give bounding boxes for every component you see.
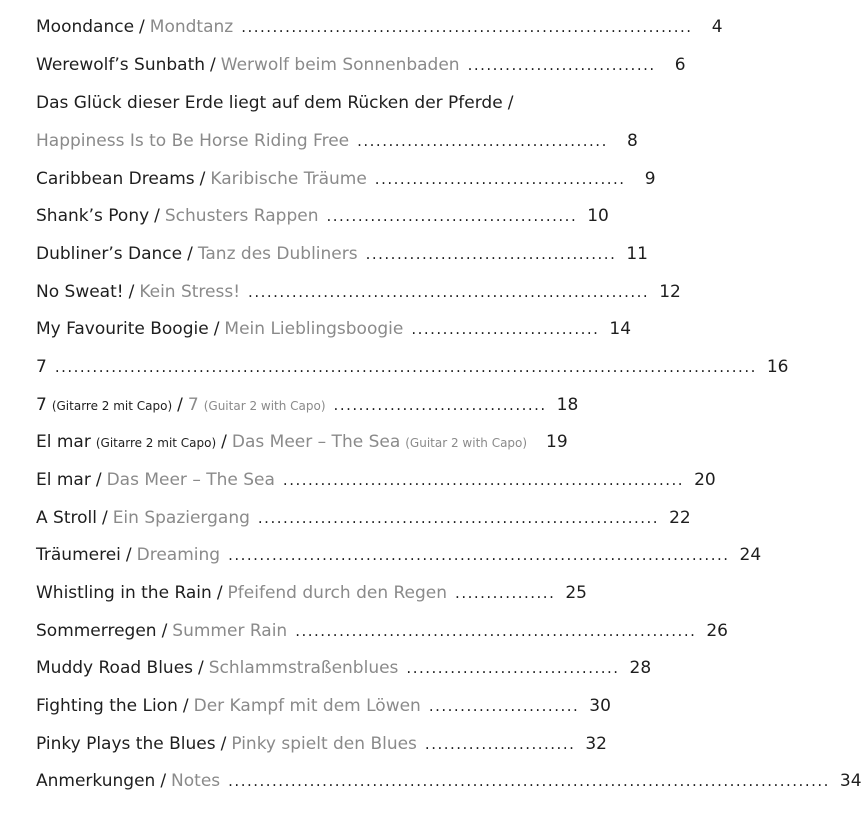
toc-page-number: 32 bbox=[585, 734, 607, 754]
toc-page-number: 9 bbox=[644, 169, 656, 189]
toc-title: Dubliner’s Dance bbox=[36, 244, 183, 264]
toc-entry-muddy-road-blues[interactable] bbox=[36, 658, 652, 688]
toc-page-number: 25 bbox=[565, 583, 587, 603]
toc-page-number: 34 bbox=[839, 771, 862, 791]
toc-title: Whistling in the Rain bbox=[36, 583, 212, 603]
toc-title-note: (Gitarre 2 mit Capo) bbox=[51, 399, 173, 413]
toc-entry-fighting-the-lion[interactable] bbox=[36, 696, 611, 726]
toc-title: A Stroll bbox=[36, 508, 97, 528]
toc-separator: / bbox=[128, 282, 135, 302]
toc-page-number: 18 bbox=[556, 395, 579, 415]
toc-page-number: 10 bbox=[587, 206, 609, 226]
toc-title-note: (Gitarre 2 mit Capo) bbox=[95, 436, 217, 450]
toc-title: El mar bbox=[36, 432, 91, 452]
dot-leader: ................................................................ bbox=[295, 622, 697, 640]
toc-translation: 7 bbox=[187, 395, 199, 415]
toc-page-number: 19 bbox=[546, 432, 568, 452]
dot-leader: ................................................................................ bbox=[228, 546, 730, 564]
toc-title: Caribbean Dreams bbox=[36, 169, 195, 189]
toc-separator: / bbox=[101, 508, 108, 528]
dot-leader: ........................................ bbox=[357, 132, 608, 150]
toc-separator: / bbox=[210, 55, 216, 75]
dot-leader: ........................................ bbox=[365, 245, 617, 263]
dot-leader: ........................................................................ bbox=[241, 18, 693, 36]
toc-title: Sommerregen bbox=[36, 621, 157, 641]
dot-leader: ........................ bbox=[428, 697, 580, 715]
toc-title: No Sweat! bbox=[36, 282, 124, 302]
dot-leader: ................................................................................................ bbox=[228, 772, 830, 790]
toc-title: Moondance bbox=[36, 17, 135, 37]
toc-title: Werewolf’s Sunbath bbox=[36, 55, 206, 75]
toc-page-number: 14 bbox=[609, 319, 632, 339]
toc-title: Fighting the Lion bbox=[36, 696, 178, 716]
toc-translation: Das Meer – The Sea bbox=[106, 470, 275, 490]
toc-title: 7 bbox=[36, 357, 47, 377]
toc-page-number: 16 bbox=[766, 357, 789, 377]
toc-title: Shank’s Pony bbox=[36, 206, 150, 226]
toc-separator: / bbox=[160, 771, 167, 791]
toc-separator: / bbox=[187, 244, 193, 264]
toc-title: My Favourite Boogie bbox=[36, 319, 209, 339]
dot-leader: ................................................................ bbox=[257, 509, 660, 527]
toc-entry-pinky-plays-the-blues[interactable] bbox=[36, 734, 607, 764]
dot-leader: .................................. bbox=[406, 659, 620, 677]
toc-separator: / bbox=[161, 621, 168, 641]
toc-entry-whistling-in-the-rain[interactable] bbox=[36, 583, 587, 613]
toc-translation: Werwolf beim Sonnenbaden bbox=[220, 55, 460, 75]
dot-leader: ................................................................ bbox=[282, 471, 685, 489]
toc-entry-dubliners-dance[interactable] bbox=[36, 244, 648, 274]
toc-title: 7 bbox=[36, 395, 47, 415]
toc-separator: / bbox=[95, 470, 102, 490]
toc-entry-7-capo[interactable] bbox=[36, 395, 579, 425]
toc-translation: Dreaming bbox=[136, 545, 221, 565]
dot-leader: .............................. bbox=[467, 56, 656, 74]
toc-separator: / bbox=[199, 169, 206, 189]
dot-leader: ................................................................................................................ bbox=[54, 358, 757, 376]
dot-leader: ........................ bbox=[424, 735, 576, 753]
toc-page-number: 6 bbox=[674, 55, 686, 75]
toc-entry-traeumerei[interactable] bbox=[36, 545, 762, 575]
toc-entry-anmerkungen[interactable] bbox=[36, 771, 862, 801]
toc-entry-no-sweat[interactable] bbox=[36, 282, 681, 312]
toc-translation: Tanz des Dubliners bbox=[197, 244, 358, 264]
toc-title: Pinky Plays the Blues bbox=[36, 734, 216, 754]
dot-leader bbox=[535, 433, 536, 451]
toc-entry-shanks-pony[interactable] bbox=[36, 206, 609, 236]
toc-translation: Kein Stress! bbox=[139, 282, 241, 302]
toc-translation-note: (Guitar 2 with Capo) bbox=[203, 399, 326, 413]
toc-separator: / bbox=[216, 583, 223, 603]
toc-separator: / bbox=[221, 432, 227, 452]
dot-leader: ................ bbox=[455, 584, 556, 602]
toc-translation: Ein Spaziergang bbox=[112, 508, 250, 528]
toc-title: Muddy Road Blues bbox=[36, 658, 194, 678]
toc-page-number: 20 bbox=[694, 470, 716, 490]
toc-separator: / bbox=[154, 206, 160, 226]
toc-entry-7[interactable] bbox=[36, 357, 789, 387]
toc-page-number: 24 bbox=[739, 545, 762, 565]
toc-entry-el-mar[interactable] bbox=[36, 470, 716, 500]
toc-title: Das Glück dieser Erde liegt auf dem Rücken der Pferde bbox=[36, 93, 503, 113]
toc-title: El mar bbox=[36, 470, 91, 490]
toc-separator: / bbox=[507, 93, 514, 113]
toc-page-number: 8 bbox=[627, 131, 638, 151]
toc-entry-el-mar-capo[interactable] bbox=[36, 432, 566, 462]
toc-translation: Summer Rain bbox=[172, 621, 288, 641]
toc-translation: Happiness Is to Be Horse Riding Free bbox=[36, 131, 350, 151]
toc-separator: / bbox=[177, 395, 183, 415]
toc-translation: Mondtanz bbox=[149, 17, 234, 37]
toc-title: Anmerkungen bbox=[36, 771, 156, 791]
toc-page-number: 12 bbox=[659, 282, 681, 302]
toc-entry-a-stroll[interactable] bbox=[36, 508, 691, 538]
toc-entry-moondance[interactable] bbox=[36, 17, 723, 47]
toc-translation: Pinky spielt den Blues bbox=[231, 734, 417, 754]
toc-title: Träumerei bbox=[36, 545, 121, 565]
dot-leader: .................................. bbox=[333, 396, 547, 414]
toc-translation: Pfeifend durch den Regen bbox=[227, 583, 448, 603]
toc-translation: Notes bbox=[171, 771, 221, 791]
dot-leader: ................................................................ bbox=[248, 283, 650, 301]
toc-entry-das-glueck-translation-line[interactable] bbox=[36, 131, 638, 161]
toc-separator: / bbox=[198, 658, 204, 678]
toc-translation: Mein Lieblingsboogie bbox=[224, 319, 404, 339]
toc-entry-caribbean-dreams[interactable] bbox=[36, 169, 656, 199]
toc-separator: / bbox=[125, 545, 132, 565]
toc-entry-my-favourite-boogie[interactable] bbox=[36, 319, 632, 349]
dot-leader: .............................. bbox=[411, 320, 600, 338]
toc-translation: Schusters Rappen bbox=[164, 206, 319, 226]
toc-separator: / bbox=[220, 734, 227, 754]
toc-translation: Karibische Träume bbox=[210, 169, 367, 189]
dot-leader: ........................................ bbox=[326, 207, 578, 225]
toc-page-number: 4 bbox=[711, 17, 723, 37]
dot-leader: ........................................ bbox=[374, 170, 626, 188]
toc-page-number: 22 bbox=[669, 508, 691, 528]
toc-entry-sommerregen[interactable] bbox=[36, 621, 728, 651]
toc-translation: Der Kampf mit dem Löwen bbox=[193, 696, 421, 716]
toc-separator: / bbox=[182, 696, 189, 716]
toc-separator: / bbox=[139, 17, 145, 37]
toc-page-number: 30 bbox=[589, 696, 611, 716]
toc-page-number: 26 bbox=[706, 621, 728, 641]
toc-translation-note: (Guitar 2 with Capo) bbox=[405, 436, 528, 450]
toc-translation: Das Meer – The Sea bbox=[231, 432, 401, 452]
toc-separator: / bbox=[213, 319, 220, 339]
toc-entry-das-glueck-title-line[interactable] bbox=[36, 93, 566, 123]
toc-translation: Schlammstraßenblues bbox=[208, 658, 399, 678]
toc-page-number: 11 bbox=[626, 244, 648, 264]
toc-entry-werewolfs-sunbath[interactable] bbox=[36, 55, 686, 85]
toc-page-number: 28 bbox=[629, 658, 652, 678]
